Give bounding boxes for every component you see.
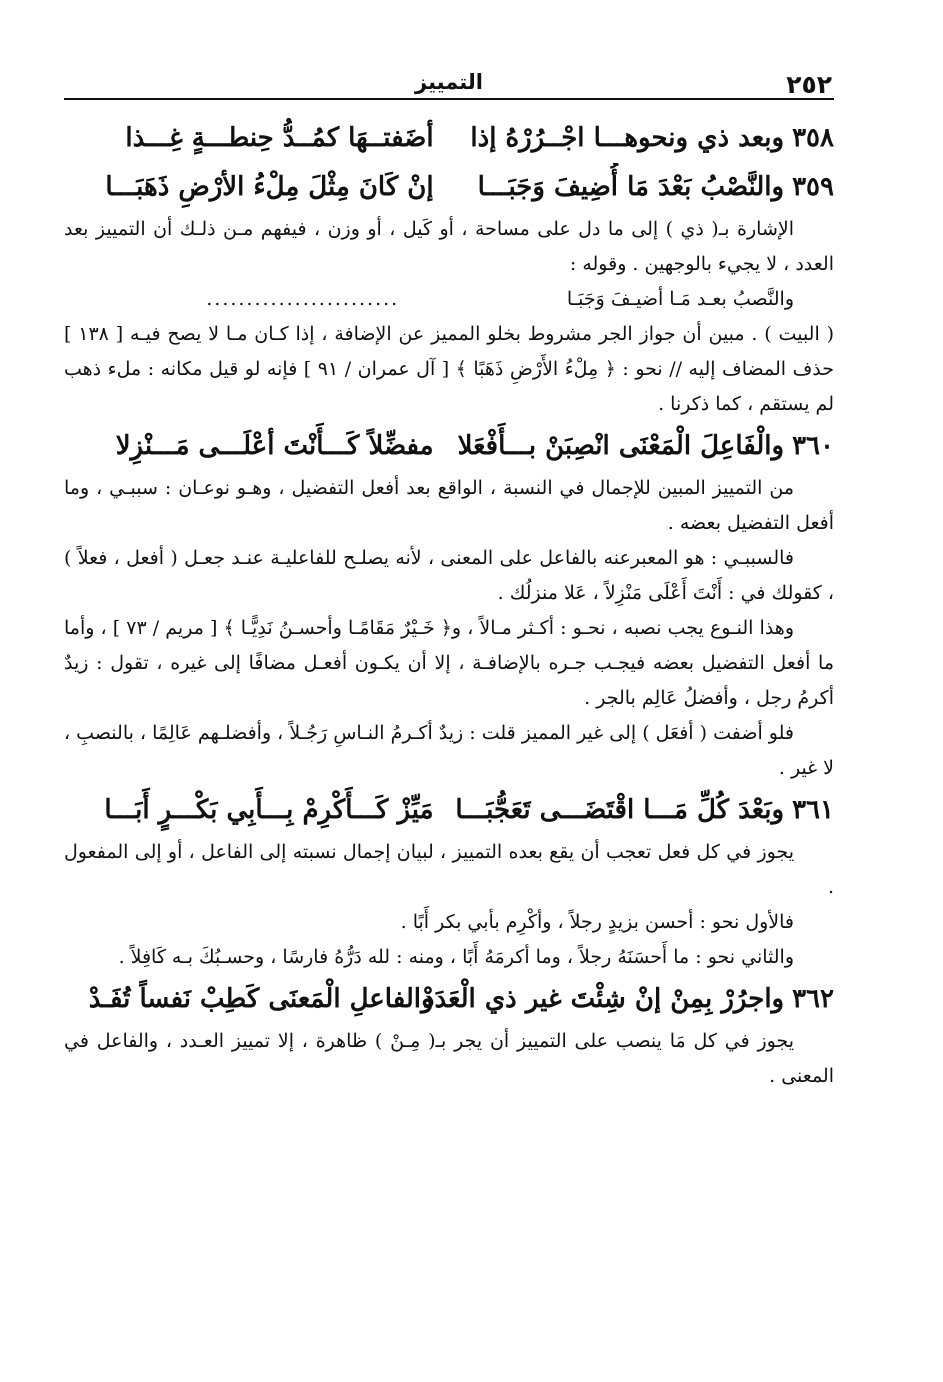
verse-number: ٣٥٨ xyxy=(792,123,834,153)
quoted-verse xyxy=(64,282,834,317)
verse-line xyxy=(64,975,834,1024)
verse-second-hemistich: أضَفتــهَا كمُــدُّ حِنطـــةٍ غِـــذا xyxy=(125,123,434,153)
verse-line xyxy=(64,786,834,835)
commentary-paragraph: وهذا النـوع يجب نصبه ، نحـو : أكـثر مـالاً ، و﴿ خَـيْرٌ مَقَامًـا وأحسـنُ نَدِيًّـا ﴾ [ مريم / ٧٣ ] ، وأما ما أفعل التفضيل بعضه فيجـب جـره بالإضافـة ، إلا أن يكـون أفعـل مضافًا إلى غيره ، تقول : زيدٌ أكرمُ رجل ، وأفضلُ عَالِم بالجر . xyxy=(64,617,834,709)
verse-second-hemistich: إنْ كَانَ مِثْلَ مِلْءُ الأرْضِ ذَهَبَـــا xyxy=(105,172,434,202)
commentary-paragraph: من التمييز المبين للإجمال في النسبة ، الواقع بعد أفعل التفضيل ، وهـو نوعـان : سببـي ، وما أفعل التفضيل بعضه . xyxy=(64,477,834,534)
verse-line xyxy=(64,114,834,163)
page-number: ٢٥٢ xyxy=(786,70,832,99)
running-title: التمييز xyxy=(415,70,483,94)
commentary-paragraph: فلو أضفت ( أفعَل ) إلى غير المميز قلت : زيدٌ أكـرمُ النـاسِ رَجُـلاً ، وأفضلـهم عَالِمًا ، بالنصبِ ، لا غير . xyxy=(64,722,834,779)
commentary-paragraph: فالأول نحو : أحسن بزيدٍ رجلاً ، وأكْرِم بأبي بكر أَبًا . xyxy=(400,911,794,933)
commentary-paragraph: يجوز في كل فعل تعجب أن يقع بعده التمييز ، لبيان إجمال نسبته إلى الفاعل ، أو إلى المفعول . xyxy=(64,841,834,898)
verse-first-hemistich: واجرُرْ بِمِنْ إنْ شِئْتَ غير ذي الْعَدَدْ xyxy=(422,984,785,1014)
quoted-hemistich: والنَّصبُ بعـد مَـا أضيـفَ وَجَبَـا xyxy=(566,288,794,310)
verse-number: ٣٦٢ xyxy=(792,984,834,1014)
commentary-paragraph: فالسببـي : هو المعبرعنه بالفاعل على المعنى ، لأنه يصلـح للفاعليـة عنـد جعـل ( أفعل ، فعلاً ) ، كقولك في : أَنْتَ أَعْلَى مَنْزِلاً ، عَلا منزلُك . xyxy=(64,547,834,604)
verse-first-hemistich: وبعد ذي ونحوهـــا اجْــرُرْهُ إذا xyxy=(470,123,785,153)
verse-line xyxy=(64,422,834,471)
page-content xyxy=(64,114,834,1094)
verse-line xyxy=(64,163,834,212)
page-header xyxy=(64,60,834,100)
commentary-paragraph: الإشارة بـ( ذي ) إلى ما دل على مساحة ، أو كَيل ، أو وزن ، فيفهم مـن ذلـك أن التمييز بعد العدد ، لا يجيء بالوجهين . وقوله : xyxy=(64,218,834,275)
book-page xyxy=(64,60,834,1094)
ellipsis-dots: ........................ xyxy=(206,288,400,310)
verse-second-hemistich: مَيِّزْ كَـــأَكْرِمْ بِـــأَبِي بَكْـــرٍ أَبَـــا xyxy=(104,795,434,825)
commentary-paragraph: والثاني نحو : ما أَحسَنَهُ رجلاً ، وما أكرمَهُ أَبًا ، ومنه : لله دَرُّهُ فارسًا ، وحسـبُكَ بـه كَافِلاً . xyxy=(118,946,794,968)
verse-second-hemistich: مفضِّلاً كَـــأَنْتَ أعْلَـــى مَـــنْزِلا xyxy=(115,431,434,461)
commentary-paragraph: ( البيت ) . مبين أن جواز الجر مشروط بخلو المميز عن الإضافة ، إذا كـان مـا لا يصح فيـه [ ١٣٨ ] حذف المضاف إليه // نحو : ﴿ مِلْءُ الأَرْضِ ذَهَبًا ﴾ [ آل عمران / ٩١ ] فإنه لو قيل مكانه : ملء ذهب لم يستقم ، كما ذكرنا . xyxy=(64,323,835,415)
verse-number: ٣٦٠ xyxy=(792,431,834,461)
verse-number: ٣٦١ xyxy=(792,795,834,825)
commentary-paragraph: يجوز في كل مَا ينصب على التمييز أن يجر بـ( مِـنْ ) ظاهرة ، إلا تمييز العـدد ، والفاعل في المعنى . xyxy=(64,1030,834,1087)
verse-first-hemistich: والنَّصْبُ بَعْدَ مَا أُضِيفَ وَجَبَـــا xyxy=(477,172,785,202)
verse-first-hemistich: وبَعْدَ كُلِّ مَـــا اقْتَضَـــى تَعَجُّبَـــا xyxy=(455,795,785,825)
verse-number: ٣٥٩ xyxy=(792,172,834,202)
verse-second-hemistich: والفاعلِ الْمَعنَى كَطِبْ نَفساً تُفَـدْ xyxy=(88,984,434,1014)
verse-first-hemistich: والْفَاعِلَ الْمَعْنَى انْصِبَنْ بـــأَفْعَلا xyxy=(457,431,785,461)
